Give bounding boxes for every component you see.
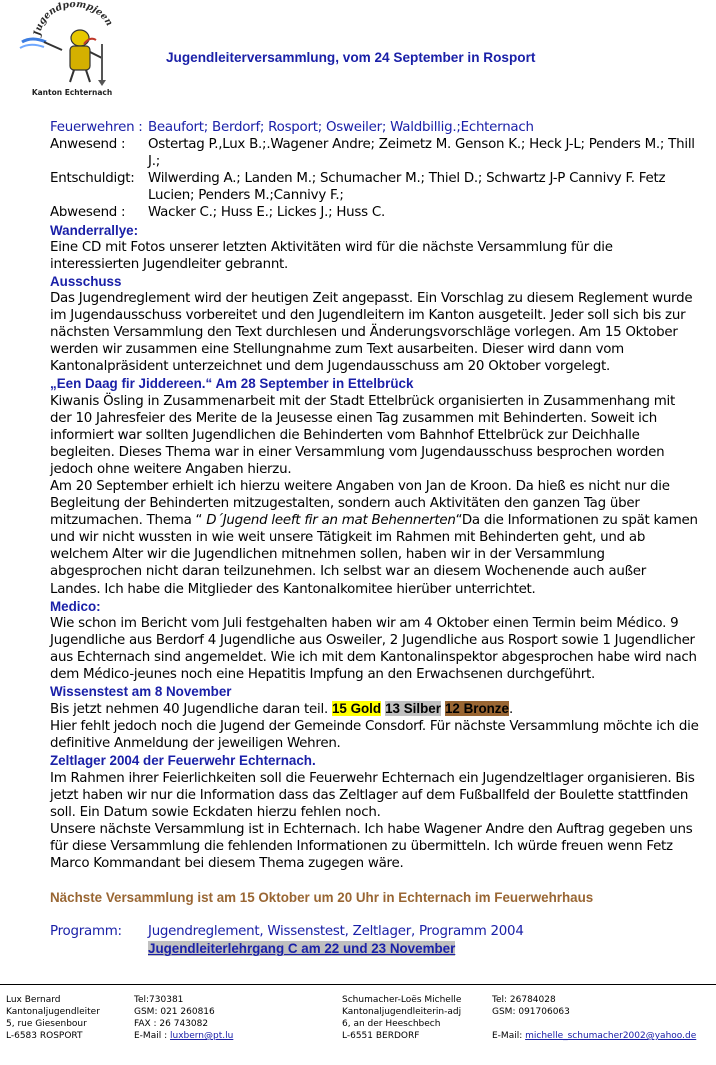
wissenstest-end: . — [508, 702, 513, 718]
attendance-row-entschuldigt — [50, 170, 700, 204]
footer-line: E-Mail: — [492, 1031, 526, 1041]
section-text-wissenstest-2: Hier fehlt jedoch noch die Jugend der Gemeinde Consdorf. Für nächste Versammlung möchte ich die definitive Anmeldung der jeweiligen Wehren. — [50, 719, 699, 752]
next-meeting-notice: Nächste Versammlung ist am 15 Oktober um 20 Uhr in Echternach im Feuerwehrhaus — [50, 890, 594, 906]
wissenstest-intro: Bis jetzt nehmen 40 Jugendliche daran teil. — [50, 702, 332, 718]
footer-phone-schumacher — [492, 994, 696, 1042]
attendance-value: Beaufort; Berdorf; Rosport; Osweiler; Waldbillig.;Echternach — [148, 120, 534, 135]
section-text-zeltlager-2: Unsere nächste Versammlung ist in Echternach. Ich habe Wagener Andre den Auftrag gegeben uns für diese Versammlung die fehlenden Informationen zu übermitteln. Ich würde freuen wenn Fetz Marco Kommandant bei diesem Thema zugegen wäre. — [50, 821, 693, 872]
footer-line: L-6551 BERDORF — [342, 1031, 420, 1041]
footer-line — [492, 1018, 696, 1030]
section-heading-daag: „Een Daag fir Jiddereen.“ Am 28 September in Ettelbrück — [50, 376, 414, 392]
svg-text:Kanton Echternach: Kanton Echternach — [31, 88, 113, 97]
footer-phone-lux — [134, 994, 233, 1042]
daag-motto: D´Jugend leeft fir an mat Behennerten — [202, 513, 456, 529]
course-link[interactable]: Jugendleiterlehrgang C am 22 und 23 November — [148, 941, 456, 957]
section-text-wanderrallye: Eine CD mit Fotos unserer letzten Aktivitäten wird für die nächste Versammlung für die interessierten Jugendleiter gebrannt. — [50, 239, 613, 272]
attendance-label: Anwesend : — [50, 137, 126, 153]
footer-line: Schumacher-Loës Michelle — [342, 995, 462, 1005]
footer — [0, 984, 716, 1041]
footer-contact-lux — [6, 994, 100, 1042]
footer-line: GSM: 021 260816 — [134, 1007, 215, 1017]
programm-row — [50, 923, 700, 940]
footer-line: Kantonaljugendleiter — [6, 1007, 100, 1017]
document-title: Jugendleiterversammlung, vom 24 September in Rosport — [166, 50, 536, 65]
document-body — [50, 119, 700, 958]
email-link-lux[interactable]: luxbern@pt.lu — [169, 1031, 234, 1041]
jugendpompjeen-logo — [18, 2, 126, 97]
attendance-row-anwesend — [50, 136, 700, 170]
daag-text-b: “Da die Informationen zu spät kamen und wir nicht wussten in wie weit unsere Tätigkeit im Rahmen mit Behinderten geht, und ab welchem Alter wir die Jugendlichen mitnehmen sollen, haben wir in der Versammlung abgesprochen nicht daran teilzunehmen. Ich selbst war an diesem Wochenende auch außer Landes. Ich habe die Mitglieder des Kantonalkomitee hierüber unterrichtet. — [50, 513, 698, 597]
section-heading-medico: Medico: — [50, 598, 101, 614]
footer-line: L-6583 ROSPORT — [6, 1031, 83, 1041]
attendance-value: Wilwerding A.; Landen M.; Schumacher M.; Thiel D.; Schwartz J-P Cannivy F. Fetz Lucien; Penders M.;Cannivy F.; — [148, 171, 666, 204]
footer-line: Tel: 26784028 — [492, 995, 556, 1005]
email-link-schumacher[interactable]: michelle_schumacher2002@yahoo.de — [525, 1031, 697, 1041]
silber-count-badge: 13 Silber — [385, 701, 441, 717]
daag-text-a: Am 20 September erhielt ich hierzu weitere Angaben von Jan de Kroon. Da hieß es nicht nur die Begleitung der Behinderten mitzugestalten, sondern auch Aktivitäten den ganzen Tag über mitzumachen. Thema “ — [50, 478, 670, 529]
section-text-daag-2 — [50, 478, 700, 598]
attendance-value: Wacker C.; Huss E.; Lickes J.; Huss C. — [148, 205, 385, 221]
section-heading-ausschuss: Ausschuss — [50, 273, 122, 289]
section-heading-wanderrallye: Wanderrallye: — [50, 222, 139, 238]
footer-line: FAX : 26 743082 — [134, 1019, 209, 1029]
gold-count-badge: 15 Gold — [331, 701, 382, 717]
footer-line: Kantonaljugendleiterin-adj — [342, 1007, 462, 1017]
section-text-ausschuss: Das Jugendreglement wird der heutigen Zeit angepasst. Ein Vorschlag zu diesem Reglement wurde im Jugendausschuss vorbereitet und den Jugendleitern im Kanton ausgeteilt. Jeder soll sich bis zur nächsten Versammlung den Text durchlesen und Änderungsvorschläge vorlegen. Am 15 Oktober werden wir zusammen eine Stellungnahme zum Text ausarbeiten. Dieser wird dann vom Kantonalpräsident unterzeichnet und dem Jugendausschuss am 20 Oktober vorgelegt. — [50, 290, 693, 375]
attendance-label: Abwesend : — [50, 205, 126, 221]
footer-line: Lux Bernard — [6, 995, 61, 1005]
svg-text:Jugendpompjeen: Jugendpompjeen — [32, 2, 115, 37]
section-text-wissenstest — [50, 700, 700, 718]
footer-line: E-Mail : — [134, 1031, 170, 1041]
footer-line: Tel:730381 — [134, 995, 184, 1005]
section-text-daag-1: Kiwanis Ösling in Zusammenarbeit mit der Stadt Ettelbrück organisierten in Zusammenhang mit der 10 Jahresfeier des Merite de la Jeusesse einen Tag zusammen mit Behinderten. Soweit ich informiert war sollten Jugendlichen die Behinderten vom Bahnhof Ettelbrück zur Deichhalle begleiten. Dieses Thema war in einer Versammlung vom Jugendausschuss besprochen worden jedoch ohne weitere Angaben hierzu. — [50, 393, 675, 477]
section-heading-wissenstest: Wissenstest am 8 November — [50, 684, 232, 700]
footer-line: GSM: 091706063 — [492, 1007, 570, 1017]
attendance-value: Ostertag P.,Lux B.;.Wagener Andre; Zeimetz M. Genson K.; Heck J-L; Penders M.; Thill J.; — [148, 137, 695, 170]
programm-course-row — [50, 940, 700, 958]
bronze-count-badge: 12 Bronze — [444, 701, 509, 717]
footer-line: 5, rue Giesenbour — [6, 1019, 87, 1029]
attendance-label: Feuerwehren : — [50, 120, 143, 135]
attendance-row-feuerwehren — [50, 119, 700, 136]
section-text-medico: Wie schon im Bericht vom Juli festgehalten haben wir am 4 Oktober einen Termin beim Médico. 9 Jugendliche aus Berdorf 4 Jugendliche aus Osweiler, 2 Jugendliche aus Rosport sowie 1 Jugendlicher aus Echternach sind angemeldet. Wie ich mit dem Kantonalinspektor abgesprochen habe wird nach dem Médico-jeunes noch eine Hepatitis Impfung an den Erwachsenen durchgeführt. — [50, 615, 697, 682]
footer-line: 6, an der Heeschbech — [342, 1019, 441, 1029]
attendance-label: Entschuldigt: — [50, 171, 135, 187]
section-heading-zeltlager: Zeltlager 2004 der Feuerwehr Echternach. — [50, 753, 316, 769]
footer-contact-schumacher — [342, 994, 461, 1042]
section-text-zeltlager-1: Im Rahmen ihrer Feierlichkeiten soll die Feuerwehr Echternach ein Jugendzeltlager organisieren. Bis jetzt haben wir nur die Information dass das Zeltlager auf dem Fußballfeld der Boulette stattfinden soll. Ein Datum sowie Eckdaten hierzu fehlen noch. — [50, 770, 695, 820]
attendance-row-abwesend — [50, 204, 700, 221]
programm-label: Programm: — [50, 924, 122, 940]
programm-items: Jugendreglement, Wissenstest, Zeltlager, Programm 2004 — [148, 924, 524, 940]
